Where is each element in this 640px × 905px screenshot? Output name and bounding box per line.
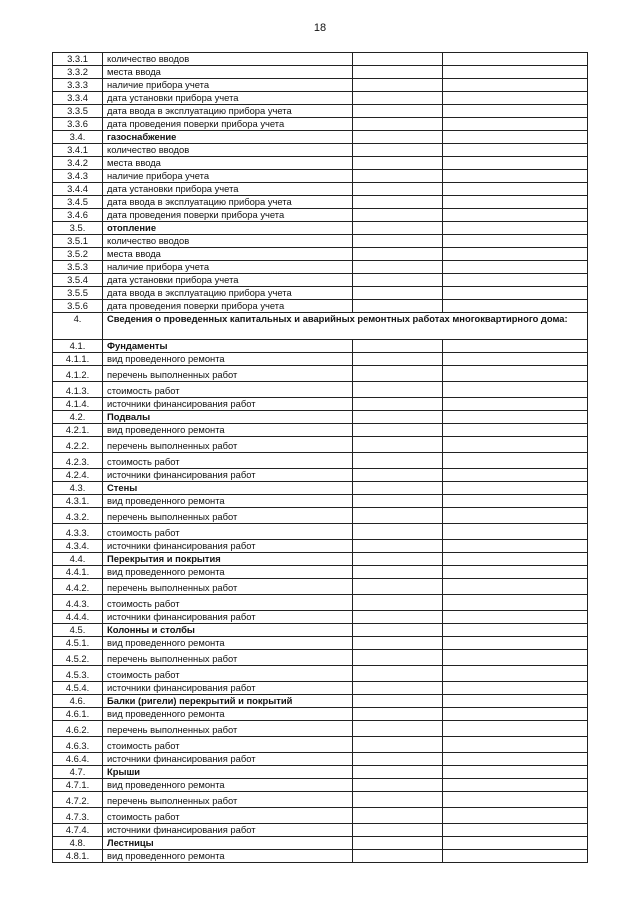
value-cell[interactable] (443, 424, 588, 437)
row-number: 4.2.1. (53, 424, 103, 437)
value-cell[interactable] (443, 340, 588, 353)
value-cell[interactable] (353, 637, 443, 650)
value-cell[interactable] (443, 650, 588, 666)
row-label: вид проведенного ремонта (103, 779, 353, 792)
value-cell[interactable] (443, 222, 588, 235)
table-row (53, 611, 588, 624)
row-label: дата проведения поверки прибора учета (103, 209, 353, 222)
table-row (53, 721, 588, 737)
value-cell[interactable] (443, 721, 588, 737)
value-cell[interactable] (353, 382, 443, 398)
table-row (53, 274, 588, 287)
table-row (53, 287, 588, 300)
value-cell[interactable] (353, 540, 443, 553)
table-row (53, 79, 588, 92)
value-cell[interactable] (443, 92, 588, 105)
row-label: наличие прибора учета (103, 170, 353, 183)
row-label: количество вводов (103, 53, 353, 66)
section-title: Балки (ригели) перекрытий и покрытий (103, 695, 353, 708)
value-cell[interactable] (443, 482, 588, 495)
row-label: источники финансирования работ (103, 611, 353, 624)
value-cell[interactable] (353, 366, 443, 382)
row-number: 4.5. (53, 624, 103, 637)
row-label: перечень выполненных работ (103, 508, 353, 524)
row-label: стоимость работ (103, 453, 353, 469)
value-cell[interactable] (443, 66, 588, 79)
row-number: 3.5.6 (53, 300, 103, 313)
value-cell[interactable] (353, 721, 443, 737)
value-cell[interactable] (443, 753, 588, 766)
table-row (53, 235, 588, 248)
row-label: источники финансирования работ (103, 469, 353, 482)
row-label: источники финансирования работ (103, 398, 353, 411)
value-cell[interactable] (443, 398, 588, 411)
section-heading-row (53, 482, 588, 495)
table-row (53, 824, 588, 837)
section-title: Перекрытия и покрытия (103, 553, 353, 566)
table-row (53, 666, 588, 682)
table-row (53, 366, 588, 382)
table-row (53, 495, 588, 508)
row-number: 3.5.1 (53, 235, 103, 248)
row-number: 4.7.4. (53, 824, 103, 837)
table-row (53, 118, 588, 131)
value-cell[interactable] (443, 469, 588, 482)
value-cell[interactable] (353, 53, 443, 66)
row-number: 3.3.1 (53, 53, 103, 66)
table-row (53, 469, 588, 482)
section-heading-row (53, 222, 588, 235)
row-number: 4.4.3. (53, 595, 103, 611)
value-cell[interactable] (353, 682, 443, 695)
row-label: дата установки прибора учета (103, 183, 353, 196)
row-number: 3.4.2 (53, 157, 103, 170)
row-label: дата ввода в эксплуатацию прибора учета (103, 105, 353, 118)
row-number: 4.7.1. (53, 779, 103, 792)
section-heading-row (53, 837, 588, 850)
row-number: 3.3.3 (53, 79, 103, 92)
row-label: перечень выполненных работ (103, 366, 353, 382)
value-cell[interactable] (353, 118, 443, 131)
row-number: 4.5.2. (53, 650, 103, 666)
row-number: 3.3.2 (53, 66, 103, 79)
row-number: 4.6.1. (53, 708, 103, 721)
row-label: дата установки прибора учета (103, 92, 353, 105)
row-number: 4.3.2. (53, 508, 103, 524)
value-cell[interactable] (353, 274, 443, 287)
row-label: стоимость работ (103, 737, 353, 753)
row-number: 4.8. (53, 837, 103, 850)
value-cell[interactable] (443, 579, 588, 595)
value-cell[interactable] (443, 737, 588, 753)
row-number: 3.4.4 (53, 183, 103, 196)
row-label: дата ввода в эксплуатацию прибора учета (103, 196, 353, 209)
value-cell[interactable] (443, 824, 588, 837)
section-title: отопление (103, 222, 353, 235)
value-cell[interactable] (353, 79, 443, 92)
table-row (53, 524, 588, 540)
row-number: 4.3. (53, 482, 103, 495)
value-cell[interactable] (443, 79, 588, 92)
table-row (53, 261, 588, 274)
value-cell[interactable] (353, 595, 443, 611)
value-cell[interactable] (443, 235, 588, 248)
table-row (53, 566, 588, 579)
table-row (53, 92, 588, 105)
value-cell[interactable] (443, 637, 588, 650)
value-cell[interactable] (443, 157, 588, 170)
row-label: стоимость работ (103, 524, 353, 540)
row-number: 3.5. (53, 222, 103, 235)
value-cell[interactable] (443, 708, 588, 721)
table-row (53, 682, 588, 695)
value-cell[interactable] (443, 553, 588, 566)
row-label: стоимость работ (103, 666, 353, 682)
row-label: дата проведения поверки прибора учета (103, 300, 353, 313)
value-cell[interactable] (443, 53, 588, 66)
row-number: 4.3.3. (53, 524, 103, 540)
value-cell[interactable] (443, 196, 588, 209)
section-title: Стены (103, 482, 353, 495)
value-cell[interactable] (443, 411, 588, 424)
row-number: 4.2.3. (53, 453, 103, 469)
table-row (53, 382, 588, 398)
table-row (53, 300, 588, 313)
row-number: 3.3.6 (53, 118, 103, 131)
value-cell[interactable] (443, 170, 588, 183)
value-cell[interactable] (353, 183, 443, 196)
section-title: Колонны и столбы (103, 624, 353, 637)
table-row (53, 144, 588, 157)
value-cell[interactable] (353, 524, 443, 540)
value-cell[interactable] (353, 495, 443, 508)
table-row (53, 53, 588, 66)
value-cell[interactable] (443, 183, 588, 196)
row-number: 3.3.4 (53, 92, 103, 105)
value-cell[interactable] (443, 366, 588, 382)
value-cell[interactable] (443, 144, 588, 157)
row-number: 4.4.4. (53, 611, 103, 624)
row-label: источники финансирования работ (103, 540, 353, 553)
value-cell[interactable] (353, 261, 443, 274)
table-row (53, 248, 588, 261)
table-row (53, 424, 588, 437)
value-cell[interactable] (443, 624, 588, 637)
value-cell[interactable] (353, 235, 443, 248)
row-number: 4.1.1. (53, 353, 103, 366)
row-number: 4.1.3. (53, 382, 103, 398)
row-number: 4.4.1. (53, 566, 103, 579)
value-cell[interactable] (443, 611, 588, 624)
value-cell[interactable] (443, 850, 588, 863)
value-cell[interactable] (443, 274, 588, 287)
row-number: 3.4.1 (53, 144, 103, 157)
section-heading-row (53, 340, 588, 353)
value-cell[interactable] (443, 382, 588, 398)
row-label: вид проведенного ремонта (103, 424, 353, 437)
value-cell[interactable] (353, 624, 443, 637)
row-number: 4.4. (53, 553, 103, 566)
table-row (53, 595, 588, 611)
section-heading-row (53, 695, 588, 708)
section-heading-row (53, 131, 588, 144)
table-row (53, 183, 588, 196)
row-number: 3.4. (53, 131, 103, 144)
table-row (53, 157, 588, 170)
section-title: газоснабжение (103, 131, 353, 144)
table-row (53, 808, 588, 824)
value-cell[interactable] (353, 340, 443, 353)
value-cell[interactable] (443, 118, 588, 131)
row-label: источники финансирования работ (103, 682, 353, 695)
value-cell[interactable] (353, 508, 443, 524)
row-number: 4.7.3. (53, 808, 103, 824)
value-cell[interactable] (353, 708, 443, 721)
value-cell[interactable] (353, 469, 443, 482)
row-number: 4.1. (53, 340, 103, 353)
row-number: 4.6.4. (53, 753, 103, 766)
row-number: 3.5.4 (53, 274, 103, 287)
row-label: дата проведения поверки прибора учета (103, 118, 353, 131)
table-row (53, 170, 588, 183)
row-label: вид проведенного ремонта (103, 708, 353, 721)
table-row (53, 737, 588, 753)
value-cell[interactable] (443, 566, 588, 579)
row-number: 4.2.2. (53, 437, 103, 453)
section-heading-row (53, 313, 588, 340)
table-row (53, 196, 588, 209)
value-cell[interactable] (443, 209, 588, 222)
table-row (53, 66, 588, 79)
value-cell[interactable] (353, 437, 443, 453)
value-cell[interactable] (353, 300, 443, 313)
value-cell[interactable] (353, 766, 443, 779)
table-row (53, 779, 588, 792)
value-cell[interactable] (353, 695, 443, 708)
value-cell[interactable] (353, 248, 443, 261)
section-heading-row (53, 766, 588, 779)
form-table (52, 52, 588, 863)
value-cell[interactable] (353, 157, 443, 170)
section-title: Сведения о проведенных капитальных и аварийных ремонтных работах многоквартирного дома: (103, 313, 588, 340)
table-row (53, 105, 588, 118)
value-cell[interactable] (443, 300, 588, 313)
row-number: 4. (53, 313, 103, 340)
row-label: источники финансирования работ (103, 824, 353, 837)
value-cell[interactable] (353, 353, 443, 366)
value-cell[interactable] (443, 105, 588, 118)
row-label: вид проведенного ремонта (103, 637, 353, 650)
value-cell[interactable] (443, 682, 588, 695)
value-cell[interactable] (353, 398, 443, 411)
value-cell[interactable] (353, 650, 443, 666)
value-cell[interactable] (353, 666, 443, 682)
value-cell[interactable] (353, 779, 443, 792)
value-cell[interactable] (353, 144, 443, 157)
value-cell[interactable] (353, 850, 443, 863)
value-cell[interactable] (353, 808, 443, 824)
row-number: 3.3.5 (53, 105, 103, 118)
row-label: наличие прибора учета (103, 261, 353, 274)
table-row (53, 398, 588, 411)
value-cell[interactable] (443, 695, 588, 708)
table-row (53, 437, 588, 453)
value-cell[interactable] (443, 353, 588, 366)
value-cell[interactable] (353, 222, 443, 235)
value-cell[interactable] (443, 495, 588, 508)
table-row (53, 508, 588, 524)
value-cell[interactable] (443, 808, 588, 824)
row-number: 4.5.1. (53, 637, 103, 650)
row-number: 4.1.4. (53, 398, 103, 411)
value-cell[interactable] (353, 209, 443, 222)
row-label: стоимость работ (103, 595, 353, 611)
value-cell[interactable] (443, 508, 588, 524)
row-label: количество вводов (103, 144, 353, 157)
row-number: 3.4.5 (53, 196, 103, 209)
value-cell[interactable] (443, 595, 588, 611)
value-cell[interactable] (353, 66, 443, 79)
row-label: перечень выполненных работ (103, 792, 353, 808)
value-cell[interactable] (353, 131, 443, 144)
value-cell[interactable] (353, 579, 443, 595)
table-row (53, 209, 588, 222)
value-cell[interactable] (443, 666, 588, 682)
table-row (53, 540, 588, 553)
value-cell[interactable] (443, 261, 588, 274)
page-number: 18 (313, 22, 327, 34)
value-cell[interactable] (443, 248, 588, 261)
table-row (53, 579, 588, 595)
value-cell[interactable] (353, 837, 443, 850)
value-cell[interactable] (353, 411, 443, 424)
value-cell[interactable] (353, 553, 443, 566)
section-heading-row (53, 553, 588, 566)
row-number: 4.4.2. (53, 579, 103, 595)
value-cell[interactable] (443, 837, 588, 850)
row-label: перечень выполненных работ (103, 650, 353, 666)
table-row (53, 792, 588, 808)
row-label: места ввода (103, 66, 353, 79)
value-cell[interactable] (443, 540, 588, 553)
row-label: перечень выполненных работ (103, 437, 353, 453)
row-number: 3.5.5 (53, 287, 103, 300)
value-cell[interactable] (443, 792, 588, 808)
row-number: 3.4.3 (53, 170, 103, 183)
row-number: 4.3.4. (53, 540, 103, 553)
table-row (53, 650, 588, 666)
row-number: 4.7. (53, 766, 103, 779)
value-cell[interactable] (443, 779, 588, 792)
value-cell[interactable] (353, 753, 443, 766)
value-cell[interactable] (443, 131, 588, 144)
section-title: Крыши (103, 766, 353, 779)
table-row (53, 850, 588, 863)
value-cell[interactable] (353, 737, 443, 753)
row-label: места ввода (103, 248, 353, 261)
row-number: 4.7.2. (53, 792, 103, 808)
row-label: количество вводов (103, 235, 353, 248)
value-cell[interactable] (353, 792, 443, 808)
row-label: вид проведенного ремонта (103, 353, 353, 366)
value-cell[interactable] (443, 524, 588, 540)
row-number: 3.5.3 (53, 261, 103, 274)
value-cell[interactable] (353, 824, 443, 837)
row-label: дата ввода в эксплуатацию прибора учета (103, 287, 353, 300)
value-cell[interactable] (353, 170, 443, 183)
row-number: 3.5.2 (53, 248, 103, 261)
row-label: вид проведенного ремонта (103, 850, 353, 863)
table-row (53, 708, 588, 721)
row-number: 4.6.3. (53, 737, 103, 753)
value-cell[interactable] (443, 766, 588, 779)
value-cell[interactable] (443, 437, 588, 453)
value-cell[interactable] (443, 453, 588, 469)
row-number: 4.2. (53, 411, 103, 424)
value-cell[interactable] (353, 287, 443, 300)
value-cell[interactable] (353, 453, 443, 469)
row-label: перечень выполненных работ (103, 579, 353, 595)
section-heading-row (53, 411, 588, 424)
row-label: стоимость работ (103, 382, 353, 398)
form-table-body (53, 53, 588, 863)
row-label: места ввода (103, 157, 353, 170)
row-number: 4.5.3. (53, 666, 103, 682)
row-number: 4.2.4. (53, 469, 103, 482)
section-heading-row (53, 624, 588, 637)
table-row (53, 453, 588, 469)
value-cell[interactable] (353, 482, 443, 495)
section-title: Лестницы (103, 837, 353, 850)
value-cell[interactable] (353, 424, 443, 437)
row-number: 4.8.1. (53, 850, 103, 863)
row-label: наличие прибора учета (103, 79, 353, 92)
section-title: Фундаменты (103, 340, 353, 353)
row-number: 4.6.2. (53, 721, 103, 737)
row-label: источники финансирования работ (103, 753, 353, 766)
row-number: 4.6. (53, 695, 103, 708)
table-row (53, 637, 588, 650)
value-cell[interactable] (353, 196, 443, 209)
row-label: перечень выполненных работ (103, 721, 353, 737)
row-label: вид проведенного ремонта (103, 566, 353, 579)
value-cell[interactable] (443, 287, 588, 300)
row-label: стоимость работ (103, 808, 353, 824)
value-cell[interactable] (353, 92, 443, 105)
row-label: дата установки прибора учета (103, 274, 353, 287)
row-label: вид проведенного ремонта (103, 495, 353, 508)
value-cell[interactable] (353, 105, 443, 118)
row-number: 3.4.6 (53, 209, 103, 222)
row-number: 4.1.2. (53, 366, 103, 382)
row-number: 4.5.4. (53, 682, 103, 695)
table-row (53, 753, 588, 766)
table-row (53, 353, 588, 366)
value-cell[interactable] (353, 611, 443, 624)
row-number: 4.3.1. (53, 495, 103, 508)
section-title: Подвалы (103, 411, 353, 424)
value-cell[interactable] (353, 566, 443, 579)
